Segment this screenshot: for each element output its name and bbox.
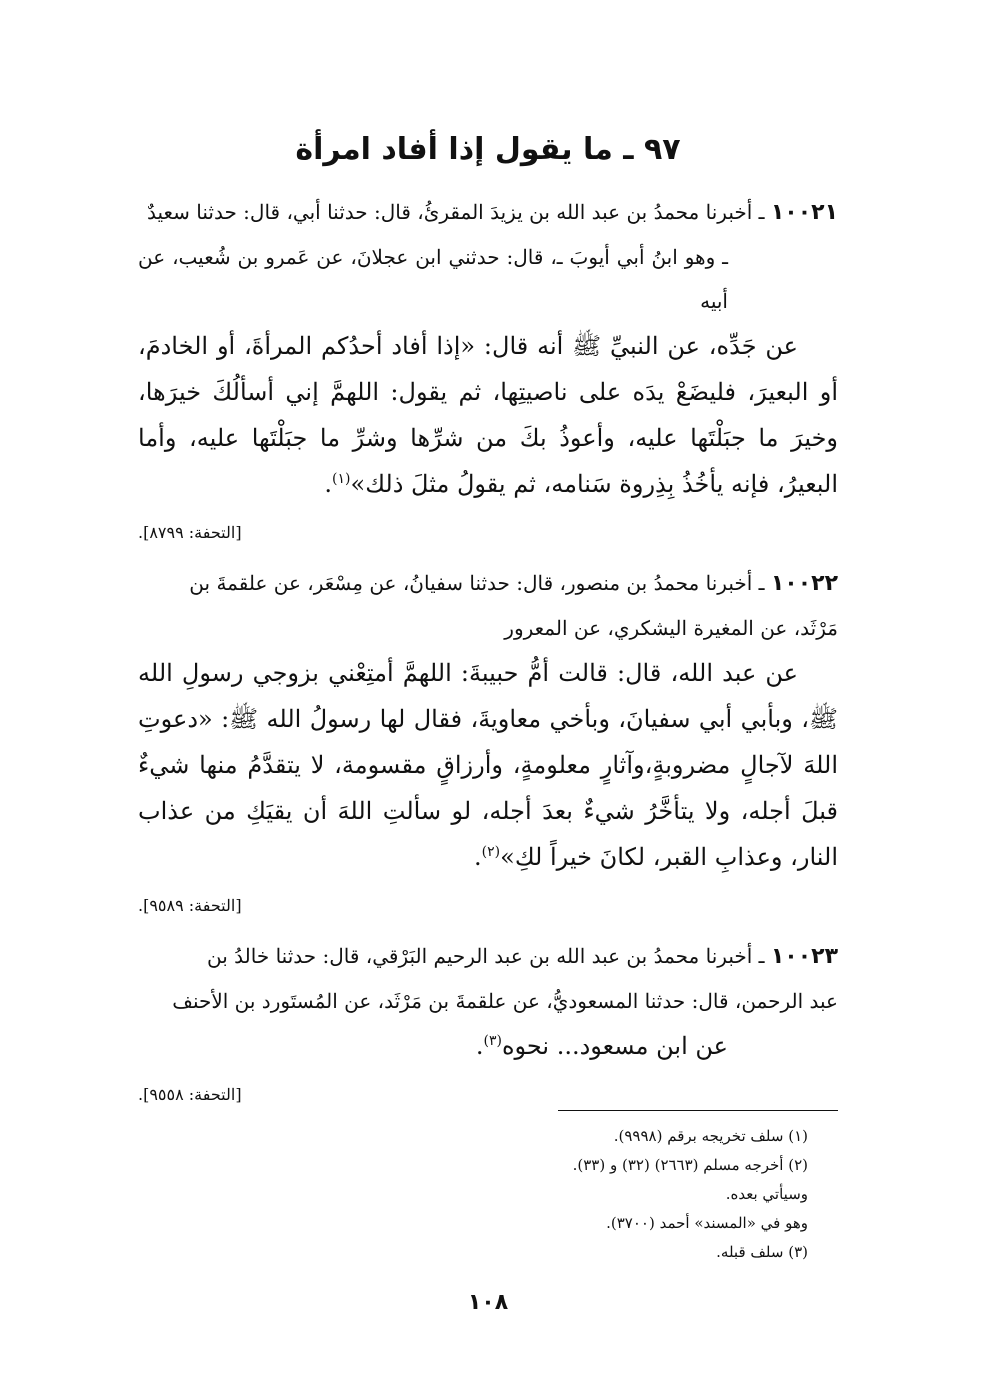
tuhfa-reference: [التحفة: ٨٧٩٩].	[138, 523, 242, 542]
book-page	[138, 120, 838, 1340]
hadith-text: عن جَدِّه، عن النبيِّ ﷺ أنه قال: «إذا أفاد أحدُكم المرأةَ، أو الخادمَ، أو البعيرَ، فليضَعْ يدَه على ناصيتِها، ثم يقول: اللهمَّ إني أسألُكَ خيرَها، وخيرَ ما جبَلْتَها عليه، وأعوذُ بكَ من شرِّها وشرِّ ما جبَلْتَها عليه، وأما البعيرُ، فإنه يأخُذُ بِذِروة سَنامه، ثم يقولُ مثلَ ذلك»$^{(١)}$.	[138, 332, 838, 498]
footnote-separator	[558, 1110, 838, 1111]
hadith-text: عن ابن مسعود... نحوه$^{(٣)}$.	[475, 1032, 728, 1060]
isnad-line: مَرْثَد، عن المغيرة اليشكري، عن المعرور	[504, 616, 838, 640]
footnote-item: (٣) سلف قبله.	[716, 1243, 808, 1261]
hadith-entry	[138, 561, 838, 922]
isnad-line: ـ أخبرنا محمدُ بن عبد الله بن عبد الرحيم البَرْقي، قال: حدثنا خالدُ بن	[207, 944, 765, 968]
matn-text: عن عبد الله، قال: قالت أمُّ حبيبةَ: اللهمَّ أمتِعْني بزوجي رسولِ الله ﷺ، وبأبي أبي سفيانَ، وبأخي معاويةَ، فقال لها رسولُ الله ﷺ: «دعوتِ اللهَ لآجالٍ مضروبةٍ،وآثارٍ معلومةٍ، وأرزاقٍ مقسومة، لا يتقدَّمُ منها شيءٌ قبلَ أجله، ولا يتأخَّرُ شيءٌ بعدَ أجله، لو سألتِ اللهَ أن يقيَكِ من عذاب النار، وعذابِ القبر، لكانَ خيراً لكِ»	[138, 659, 839, 871]
hadith-entry	[138, 934, 838, 1111]
chapter-title: ٩٧ ـ ما يقول إذا أفاد امرأة	[295, 132, 681, 167]
hadith-number: ١٠٠٢٣	[770, 944, 838, 969]
tuhfa-reference: [التحفة: ٩٥٨٩].	[138, 896, 242, 915]
isnad-line: ـ أخبرنا محمدُ بن منصور، قال: حدثنا سفيانُ، عن مِسْعَر، عن علقمةَ بن	[189, 571, 765, 595]
hadith-isnad	[138, 934, 838, 1023]
hadith-isnad	[138, 561, 838, 650]
isnad-line: ـ أخبرنا محمدُ بن عبد الله بن يزيدَ المقرئُ، قال: حدثنا أبي، قال: حدثنا سعيدٌ	[146, 200, 765, 224]
footnote-reference[interactable]: (٣)	[483, 1033, 502, 1049]
matn-text: عن ابن مسعود... نحوه	[501, 1032, 728, 1060]
hadith-isnad	[138, 190, 838, 323]
hadith-entry	[138, 190, 838, 549]
hadith-number: ١٠٠٢٢	[770, 571, 838, 596]
isnad-line: ـ وهو ابنُ أبي أيوبَ ـ، قال: حدثني ابن عجلانَ، عن عَمرو بن شُعيب، عن أبيه	[138, 245, 728, 313]
footnote-item: وسيأتي بعده.	[725, 1185, 808, 1203]
footnote-item: (١) سلف تخريجه برقم (٩٩٩٨).	[613, 1127, 808, 1145]
footnote-reference[interactable]: (١)	[332, 471, 351, 487]
isnad-line: عبد الرحمن، قال: حدثنا المسعوديُّ، عن علقمةَ بن مَرْثَد، عن المُستَورد بن الأحنف	[172, 989, 838, 1013]
footnote-item: (٢) أخرجه مسلم (٢٦٦٣) (٣٢) و (٣٣).	[572, 1156, 808, 1174]
matn-text: عن جَدِّه، عن النبيِّ ﷺ أنه قال: «إذا أفاد أحدُكم المرأةَ، أو الخادمَ، أو البعيرَ، فليضَعْ يدَه على ناصيتِها، ثم يقول: اللهمَّ إني أسألُكَ خيرَها، وخيرَ ما جبَلْتَها عليه، وأعوذُ بكَ من شرِّها وشرِّ ما جبَلْتَها عليه، وأما البعيرُ، فإنه يأخُذُ بِذِروة سَنامه، ثم يقولُ مثلَ ذلك»	[138, 332, 838, 498]
footnote-reference[interactable]: (٢)	[481, 844, 501, 860]
footnote-item: وهو في «المسند» أحمد (٣٧٠٠).	[606, 1214, 808, 1232]
tuhfa-reference: [التحفة: ٩٥٥٨].	[138, 1085, 242, 1104]
hadith-text: عن عبد الله، قال: قالت أمُّ حبيبةَ: اللهمَّ أمتِعْني بزوجي رسولِ الله ﷺ، وبأبي أبي سفيانَ، وبأخي معاويةَ، فقال لها رسولُ الله ﷺ: «دعوتِ اللهَ لآجالٍ مضروبةٍ،وآثارٍ معلومةٍ، وأرزاقٍ مقسومة، لا يتقدَّمُ منها شيءٌ قبلَ أجله، ولا يتأخَّرُ شيءٌ بعدَ أجله، لو سألتِ اللهَ أن يقيَكِ من عذاب النار، وعذابِ القبر، لكانَ خيراً لكِ»$^{(٢)}$.	[138, 659, 839, 871]
page-number: ١٠٨	[467, 1290, 509, 1315]
footnotes	[508, 1122, 808, 1267]
hadith-number: ١٠٠٢١	[770, 200, 838, 225]
